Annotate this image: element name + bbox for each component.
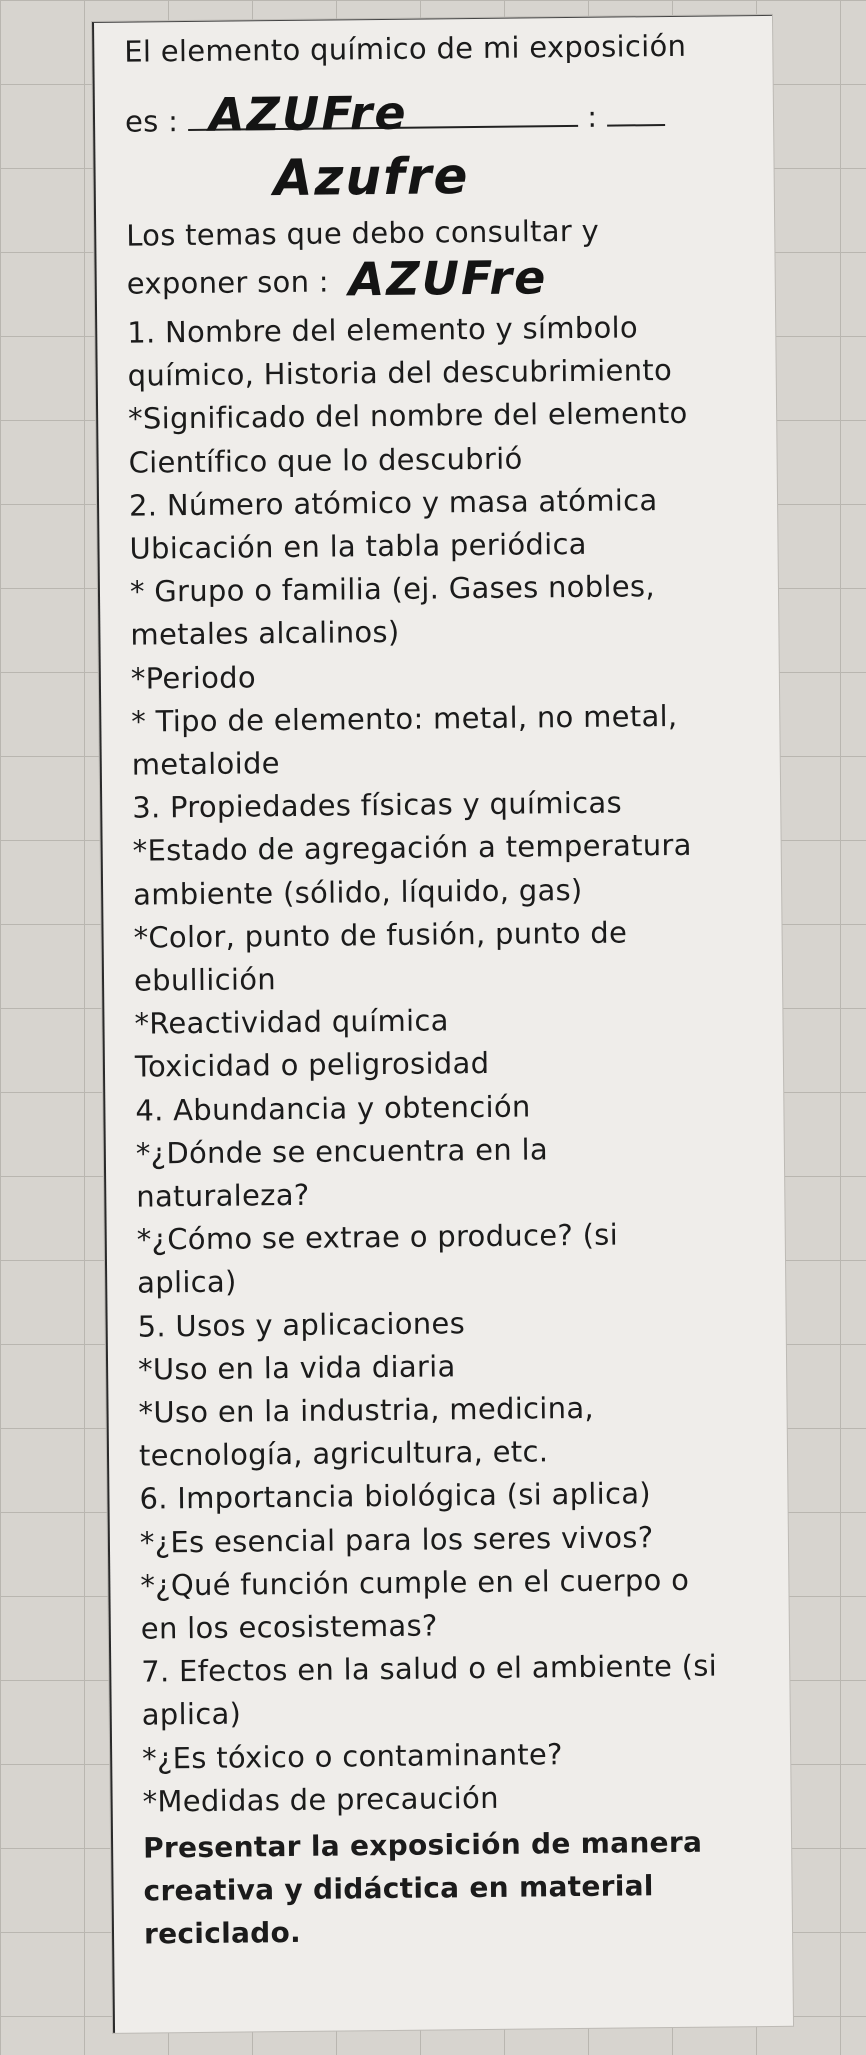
line-22: *¿Cómo se extrae o produce? (si bbox=[136, 1217, 619, 1257]
line-2: químico, Historia del descubrimiento bbox=[127, 353, 673, 393]
line-31: en los ecosistemas? bbox=[140, 1608, 438, 1646]
line-19: 4. Abundancia y obtención bbox=[135, 1089, 531, 1128]
handwritten-element-name-2: Azufre bbox=[273, 147, 470, 208]
handwritten-element-name-1: AZUFre bbox=[208, 85, 408, 142]
line-26: *Uso en la industria, medicina, bbox=[138, 1390, 595, 1430]
line-1: 1. Nombre del elemento y símbolo bbox=[127, 310, 639, 350]
heading-line-1: El elemento químico de mi exposición bbox=[124, 28, 687, 69]
closing-line-2: creativa y didáctica en material bbox=[143, 1869, 654, 1908]
line-23: aplica) bbox=[137, 1264, 237, 1300]
line-33: aplica) bbox=[141, 1696, 242, 1732]
line-8: metales alcalinos) bbox=[130, 615, 400, 653]
line-12: 3. Propiedades físicas y químicas bbox=[132, 785, 623, 825]
line-34: *¿Es tóxico o contaminante? bbox=[142, 1736, 563, 1776]
line-32: 7. Efectos en la salud o el ambiente (si bbox=[141, 1648, 718, 1689]
line-29: *¿Es esencial para los seres vivos? bbox=[139, 1519, 654, 1560]
closing-line-1: Presentar la exposición de manera bbox=[142, 1825, 703, 1865]
line-15: *Color, punto de fusión, punto de bbox=[133, 915, 628, 955]
line-11: metaloide bbox=[131, 746, 280, 782]
line-17: *Reactividad química bbox=[134, 1003, 449, 1041]
line-18: Toxicidad o peligrosidad bbox=[134, 1046, 490, 1084]
line-10: * Tipo de elemento: metal, no metal, bbox=[131, 698, 678, 739]
line-35: *Medidas de precaución bbox=[142, 1780, 499, 1819]
topics-intro-2: exponer son : bbox=[126, 264, 330, 301]
line-7: * Grupo o familia (ej. Gases nobles, bbox=[129, 569, 656, 609]
line-16: ebullición bbox=[133, 962, 277, 998]
line-4: Científico que lo descubrió bbox=[128, 441, 523, 480]
second-blank bbox=[607, 124, 665, 127]
blank-colon: : bbox=[587, 99, 598, 134]
line-21: naturaleza? bbox=[136, 1177, 310, 1214]
line-9: *Periodo bbox=[130, 659, 257, 696]
handwritten-element-name-3: AZUFre bbox=[348, 250, 548, 307]
line-20: *¿Dónde se encuentra en la bbox=[135, 1132, 549, 1171]
topics-intro-1: Los temas que debo consultar y bbox=[126, 213, 600, 253]
closing-line-3: reciclado. bbox=[143, 1916, 302, 1951]
line-30: *¿Qué función cumple en el cuerpo o bbox=[140, 1562, 690, 1603]
line-5: 2. Número atómico y masa atómica bbox=[128, 482, 658, 523]
line-14: ambiente (sólido, líquido, gas) bbox=[132, 872, 583, 912]
line-13: *Estado de agregación a temperatura bbox=[132, 828, 692, 869]
line-6: Ubicación en la tabla periódica bbox=[129, 526, 587, 566]
line-27: tecnología, agricultura, etc. bbox=[138, 1434, 549, 1473]
line-25: *Uso en la vida diaria bbox=[137, 1349, 456, 1387]
assignment-card bbox=[92, 15, 793, 2033]
line-3: *Significado del nombre del elemento bbox=[127, 396, 688, 437]
line-24: 5. Usos y aplicaciones bbox=[137, 1305, 466, 1344]
heading-prefix: es : bbox=[124, 104, 179, 139]
line-28: 6. Importancia biológica (si aplica) bbox=[139, 1476, 652, 1516]
